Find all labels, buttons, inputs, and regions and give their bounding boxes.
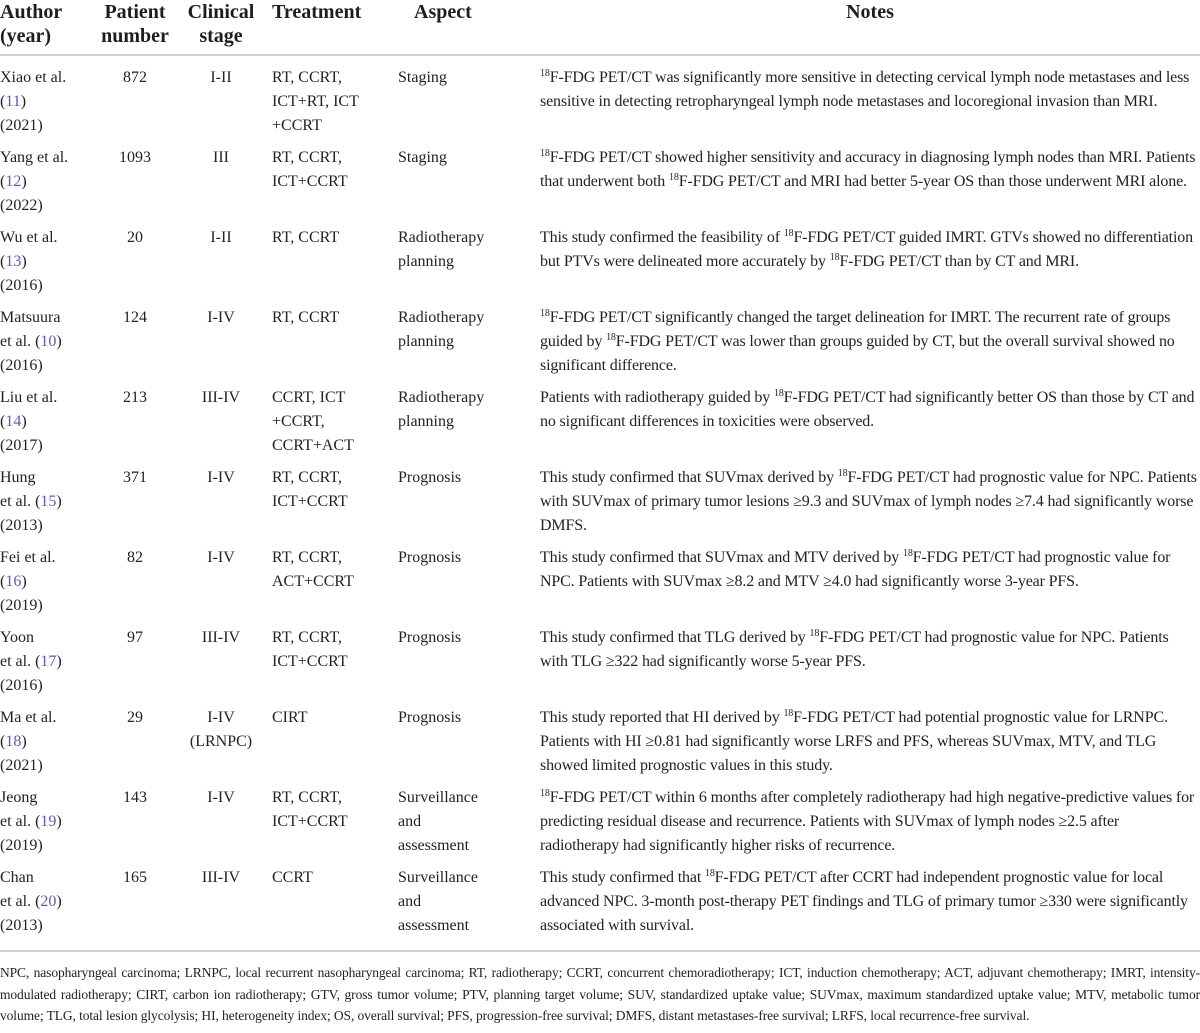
isotope-superscript: 18 — [809, 628, 820, 639]
cell-treatment — [260, 782, 384, 862]
cell-patient-number: 371 — [123, 469, 147, 486]
aspect-line: planning — [398, 413, 454, 430]
cell-clinical-stage: III-IV — [201, 629, 241, 646]
header-aspect: Aspect — [414, 1, 472, 23]
cell-treatment — [260, 462, 384, 542]
aspect-line: and — [398, 893, 422, 910]
author-etal: et al. — [0, 333, 32, 350]
isotope-superscript: 18 — [783, 228, 794, 239]
treatment-line: RT, CCRT — [272, 309, 340, 326]
isotope-superscript: 18 — [668, 172, 679, 183]
author-year: (2021) — [0, 757, 43, 774]
reference-link[interactable]: 10 — [40, 333, 57, 350]
header-row — [0, 0, 1200, 55]
cell-aspect — [384, 55, 526, 142]
aspect-line: assessment — [398, 837, 470, 854]
notes-text: This study confirmed the feasibility of — [540, 229, 784, 246]
aspect-line: Radiotherapy — [398, 389, 485, 406]
cell-patient-number: 1093 — [119, 149, 151, 166]
cell-notes — [526, 142, 1200, 222]
notes-text: This study confirmed that SUVmax and MTV derived by — [540, 549, 903, 566]
cell-author: Ma et al. (18) (2021) — [0, 709, 57, 774]
treatment-line: CCRT — [272, 869, 313, 886]
cell-clinical-stage: III-IV — [201, 869, 241, 886]
reference-link[interactable]: 15 — [40, 493, 57, 510]
cell-notes — [526, 462, 1200, 542]
notes-text: F-FDG PET/CT had significantly better OS than those by CT and no significant differences in toxicities were observed. — [540, 389, 1195, 430]
author-etal: et al. — [0, 493, 32, 510]
treatment-line: ACT+CCRT — [272, 573, 354, 590]
reference-link[interactable]: 17 — [40, 653, 57, 670]
treatment-line: ICT+RT, ICT — [272, 93, 359, 110]
isotope-superscript: 18 — [783, 708, 794, 719]
treatment-line: +CCRT — [272, 117, 322, 134]
cell-patient-number: 165 — [123, 869, 147, 886]
notes-text: F-FDG PET/CT guided IMRT. GTVs showed no differentiation but PTVs were delineated more accurately by — [540, 229, 1193, 270]
notes-text: F-FDG PET/CT after CCRT had independent prognostic value for local advanced NPC. 3-month post-therapy PET findings and TLG of primary tumor ≥330 were significantly associated with survival. — [540, 869, 1188, 934]
cell-treatment — [260, 382, 384, 462]
table-body — [0, 55, 1200, 951]
cell-aspect — [384, 462, 526, 542]
isotope-superscript: 18 — [540, 148, 550, 159]
cell-patient-number: 124 — [123, 309, 147, 326]
cell-notes — [526, 55, 1200, 142]
cell-clinical-stage: I-II — [210, 69, 232, 86]
author-year: (2021) — [0, 117, 43, 134]
treatment-line: ICT+CCRT — [272, 653, 348, 670]
author-year: (2022) — [0, 197, 43, 214]
table-footnote: NPC, nasopharyngeal carcinoma; LRNPC, local recurrent nasopharyngeal carcinoma; RT, radiotherapy; CCRT, concurrent chemoradiotherapy; ICT, induction chemotherapy; ACT, adjuvant chemotherapy; IMRT, intensity-modulated radiotherapy; CIRT, carbon ion radiotherapy; GTV, gross tumor volume; PTV, planning target volume; SUV, standardized uptake value; SUVmax, maximum standardized uptake value; MTV, metabolic tumor volume; TLG, total lesion glycolysis; HI, heterogeneity index; OS, overall survival; PFS, progression-free survival; DMFS, distant metastases-free survival; LRFS, local recurrence-free survival. — [0, 965, 1200, 1023]
notes-text: This study reported that HI derived by — [540, 709, 784, 726]
table-row — [0, 222, 1200, 302]
notes-text: This study confirmed that SUVmax derived by — [540, 469, 838, 486]
reference-link[interactable]: 14 — [5, 413, 22, 430]
author-name: Chan — [0, 869, 34, 886]
notes-text: F-FDG PET/CT was lower than groups guided by CT, but the overall survival showed no significant difference. — [540, 333, 1175, 374]
cell-author: Matsuura et al. (10) (2016) — [0, 309, 62, 374]
aspect-line: Surveillance — [398, 789, 478, 806]
table-row — [0, 702, 1200, 782]
notes-text: Patients with radiotherapy guided by — [540, 389, 774, 406]
cell-clinical-stage: I-IV — [207, 789, 235, 806]
cell-author: Xiao et al. (11) (2021) — [0, 69, 67, 134]
reference-link[interactable]: 20 — [40, 893, 57, 910]
author-name: Matsuura — [0, 309, 61, 326]
cell-patient-number: 82 — [127, 549, 143, 566]
cell-notes — [526, 862, 1200, 951]
aspect-line: Staging — [398, 69, 447, 86]
table-row — [0, 462, 1200, 542]
cell-patient-number: 213 — [123, 389, 147, 406]
cell-treatment — [260, 142, 384, 222]
cell-patient-number: 872 — [123, 69, 147, 86]
aspect-line: planning — [398, 253, 454, 270]
cell-notes — [526, 622, 1200, 702]
aspect-line: Radiotherapy — [398, 309, 485, 326]
cell-author: Jeong et al. (19) (2019) — [0, 789, 62, 854]
cell-aspect — [384, 302, 526, 382]
cell-treatment — [260, 302, 384, 382]
reference-link[interactable]: 18 — [5, 733, 22, 750]
treatment-line: CCRT+ACT — [272, 437, 354, 454]
isotope-superscript: 18 — [540, 788, 550, 799]
author-name: Hung — [0, 469, 36, 486]
cell-treatment — [260, 222, 384, 302]
table-row — [0, 782, 1200, 862]
treatment-line: ICT+CCRT — [272, 173, 348, 190]
treatment-line: RT, CCRT — [272, 229, 340, 246]
cell-patient-number: 20 — [127, 229, 143, 246]
cell-author: Fei et al. (16) (2019) — [0, 549, 56, 614]
treatment-line: ICT+CCRT — [272, 813, 348, 830]
notes-text: F-FDG PET/CT within 6 months after completely radiotherapy had high negative-predictive values for predicting residual disease and recurrence. Patients with SUVmax of lymph nodes ≥2.5 after radiotherapy had significantly higher risks of recurrence. — [540, 789, 1195, 854]
isotope-superscript: 18 — [704, 868, 715, 879]
notes-text: F-FDG PET/CT significantly changed the target delineation for IMRT. The recurrent rate of groups guided by — [540, 309, 1171, 350]
author-name: Xiao et al. — [0, 69, 67, 86]
cell-patient-number: 97 — [127, 629, 143, 646]
author-name: Ma et al. — [0, 709, 57, 726]
isotope-superscript: 18 — [837, 468, 848, 479]
cell-patient-number: 29 — [127, 709, 143, 726]
table-row — [0, 142, 1200, 222]
aspect-line: and — [398, 813, 422, 830]
notes-text: F-FDG PET/CT and MRI had better 5-year OS than those underwent MRI alone. — [678, 173, 1187, 190]
author-year: (2019) — [0, 597, 43, 614]
treatment-line: RT, CCRT, — [272, 149, 342, 166]
cell-notes — [526, 542, 1200, 622]
cell-aspect — [384, 782, 526, 862]
cell-notes — [526, 382, 1200, 462]
reference-link[interactable]: 19 — [40, 813, 57, 830]
aspect-line: assessment — [398, 917, 470, 934]
cell-treatment — [260, 702, 384, 782]
cell-clinical-stage: I-II — [210, 229, 232, 246]
cell-author: Wu et al. (13) (2016) — [0, 229, 58, 294]
aspect-line: Prognosis — [398, 629, 462, 646]
treatment-line: +CCRT, — [272, 413, 325, 430]
treatment-line: RT, CCRT, — [272, 789, 342, 806]
reference-link[interactable]: 11 — [5, 93, 21, 110]
isotope-superscript: 18 — [829, 252, 840, 263]
cell-aspect — [384, 702, 526, 782]
cell-treatment — [260, 55, 384, 142]
author-year: (2019) — [0, 837, 43, 854]
notes-text: F-FDG PET/CT had prognostic value for NPC. Patients with TLG ≥322 had significantly worse 5-year PFS. — [540, 629, 1169, 670]
cell-aspect — [384, 622, 526, 702]
cell-treatment — [260, 542, 384, 622]
reference-link[interactable]: 12 — [5, 173, 22, 190]
footnote-row — [0, 951, 1200, 1027]
author-year: (2013) — [0, 517, 43, 534]
author-name: Fei et al. — [0, 549, 56, 566]
aspect-line: Prognosis — [398, 549, 462, 566]
cell-treatment — [260, 862, 384, 951]
header-patient-number: Patient number — [101, 1, 169, 47]
cell-clinical-stage: I-IV — [207, 469, 235, 486]
author-year: (2013) — [0, 917, 43, 934]
cell-clinical-stage: I-IV (LRNPC) — [189, 709, 253, 750]
cell-notes — [526, 702, 1200, 782]
header-notes: Notes — [846, 1, 894, 23]
author-etal: et al. — [0, 813, 32, 830]
cell-aspect — [384, 222, 526, 302]
aspect-line: planning — [398, 333, 454, 350]
cell-clinical-stage: III-IV — [201, 389, 241, 406]
author-year: (2017) — [0, 437, 43, 454]
notes-text: F-FDG PET/CT was significantly more sensitive in detecting cervical lymph node metastases and less sensitive in detecting retropharyngeal lymph node metastases and locoregional invasion than MRI. — [540, 69, 1190, 110]
cell-author: Yoon et al. (17) (2016) — [0, 629, 62, 694]
author-name: Liu et al. — [0, 389, 58, 406]
reference-link[interactable]: 16 — [5, 573, 22, 590]
author-name: Jeong — [0, 789, 38, 806]
table-row — [0, 382, 1200, 462]
cell-clinical-stage: I-IV — [207, 309, 235, 326]
table-row — [0, 302, 1200, 382]
table-row — [0, 542, 1200, 622]
isotope-superscript: 18 — [540, 308, 550, 319]
cell-clinical-stage: I-IV — [207, 549, 235, 566]
treatment-line: RT, CCRT, — [272, 549, 342, 566]
author-name: Wu et al. — [0, 229, 58, 246]
treatment-line: RT, CCRT, — [272, 69, 342, 86]
isotope-superscript: 18 — [540, 68, 550, 79]
author-year: (2016) — [0, 357, 43, 374]
notes-text: F-FDG PET/CT showed higher sensitivity and accuracy in diagnosing lymph nodes than MRI. Patients that underwent both — [540, 149, 1196, 190]
cell-notes — [526, 302, 1200, 382]
author-name: Yoon — [0, 629, 34, 646]
cell-clinical-stage: III — [213, 149, 229, 166]
aspect-line: Staging — [398, 149, 447, 166]
cell-treatment — [260, 622, 384, 702]
treatment-line: CCRT, ICT — [272, 389, 346, 406]
cell-author: Liu et al. (14) (2017) — [0, 389, 58, 454]
notes-text: This study confirmed that — [540, 869, 705, 886]
notes-text: F-FDG PET/CT than by CT and MRI. — [839, 253, 1079, 270]
table-row — [0, 622, 1200, 702]
table-row — [0, 862, 1200, 951]
cell-author: Hung et al. (15) (2013) — [0, 469, 62, 534]
notes-text: F-FDG PET/CT had potential prognostic value for LRNPC. Patients with HI ≥0.81 had significantly worse LRFS and PFS, whereas SUVmax, MTV, and TLG showed limited prognostic values in this study. — [540, 709, 1168, 774]
isotope-superscript: 18 — [606, 332, 616, 343]
treatment-line: ICT+CCRT — [272, 493, 348, 510]
header-clinical-stage: Clinical stage — [187, 1, 255, 47]
cell-author: Yang et al. (12) (2022) — [0, 149, 69, 214]
reference-link[interactable]: 13 — [5, 253, 22, 270]
notes-text: F-FDG PET/CT had prognostic value for NPC. Patients with SUVmax of primary tumor lesions ≥9.3 and SUVmax of lymph nodes ≥7.4 had significantly worse DMFS. — [540, 469, 1197, 534]
cell-notes — [526, 222, 1200, 302]
cell-notes — [526, 782, 1200, 862]
header-author: Author (year) — [0, 1, 63, 47]
cell-aspect — [384, 542, 526, 622]
cell-aspect — [384, 142, 526, 222]
isotope-superscript: 18 — [902, 548, 913, 559]
aspect-line: Prognosis — [398, 469, 462, 486]
author-year: (2016) — [0, 277, 43, 294]
table-row — [0, 55, 1200, 142]
notes-text: This study confirmed that TLG derived by — [540, 629, 810, 646]
author-etal: et al. — [0, 893, 32, 910]
cell-aspect — [384, 382, 526, 462]
treatment-line: RT, CCRT, — [272, 629, 342, 646]
cell-aspect — [384, 862, 526, 951]
author-name: Yang et al. — [0, 149, 69, 166]
aspect-line: Surveillance — [398, 869, 478, 886]
author-year: (2016) — [0, 677, 43, 694]
author-etal: et al. — [0, 653, 32, 670]
header-treatment: Treatment — [272, 1, 362, 23]
cell-patient-number: 143 — [123, 789, 147, 806]
isotope-superscript: 18 — [773, 388, 784, 399]
aspect-line: Prognosis — [398, 709, 462, 726]
aspect-line: Radiotherapy — [398, 229, 485, 246]
treatment-line: RT, CCRT, — [272, 469, 342, 486]
cell-author: Chan et al. (20) (2013) — [0, 869, 62, 934]
treatment-line: CIRT — [272, 709, 308, 726]
notes-text: F-FDG PET/CT had prognostic value for NPC. Patients with SUVmax ≥8.2 and MTV ≥4.0 had significantly worse 3-year PFS. — [540, 549, 1171, 590]
